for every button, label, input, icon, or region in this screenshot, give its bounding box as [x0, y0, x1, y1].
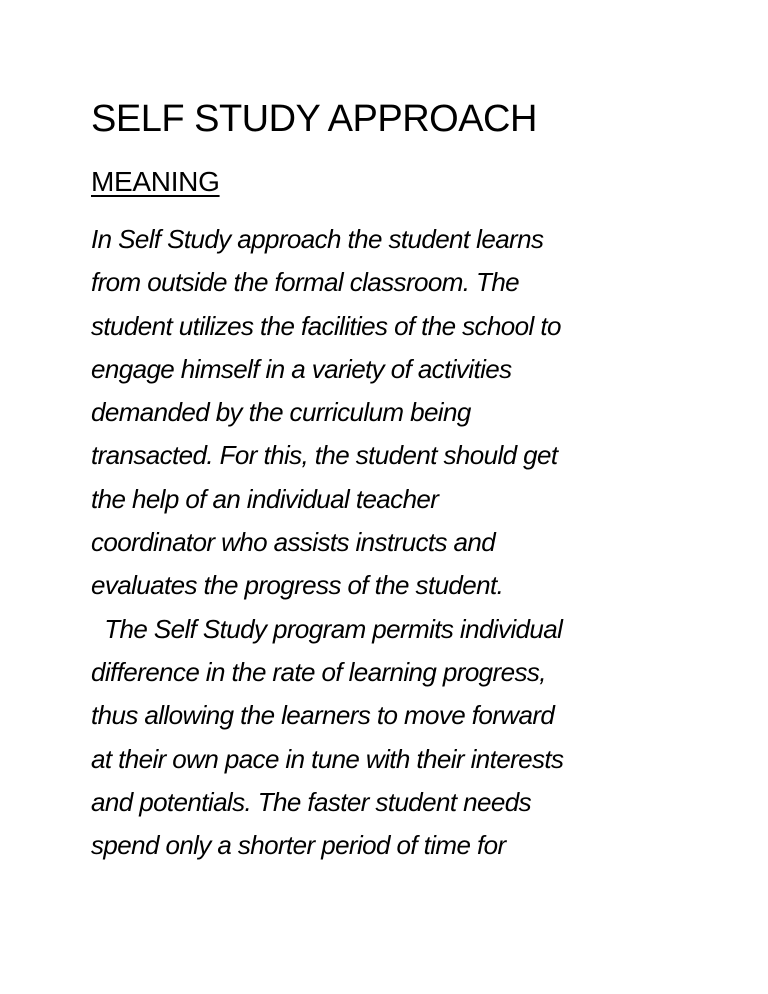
body-line: the help of an individual teacher [91, 483, 439, 514]
body-line: spend only a shorter period of time for [91, 830, 506, 861]
page-title: SELF STUDY APPROACH [91, 98, 537, 140]
body-line: The Self Study program permits individual [91, 613, 563, 644]
body-line: from outside the formal classroom. The [91, 267, 520, 298]
body-text [91, 218, 563, 867]
body-line: engage himself in a variety of activities [91, 353, 512, 384]
body-line: evaluates the progress of the student. [91, 570, 504, 601]
body-line: at their own pace in tune with their interests [91, 743, 564, 774]
body-line: and potentials. The faster student needs [91, 786, 531, 817]
section-heading-meaning: MEANING [91, 166, 220, 197]
body-line: coordinator who assists instructs and [91, 527, 496, 558]
body-line: difference in the rate of learning progress, [91, 656, 546, 687]
body-line: demanded by the curriculum being [91, 397, 471, 428]
body-line: thus allowing the learners to move forward [91, 700, 555, 731]
body-line: In Self Study approach the student learns [91, 224, 544, 254]
body-line: transacted. For this, the student should get [91, 440, 558, 471]
body-line: student utilizes the facilities of the school to [91, 310, 561, 341]
